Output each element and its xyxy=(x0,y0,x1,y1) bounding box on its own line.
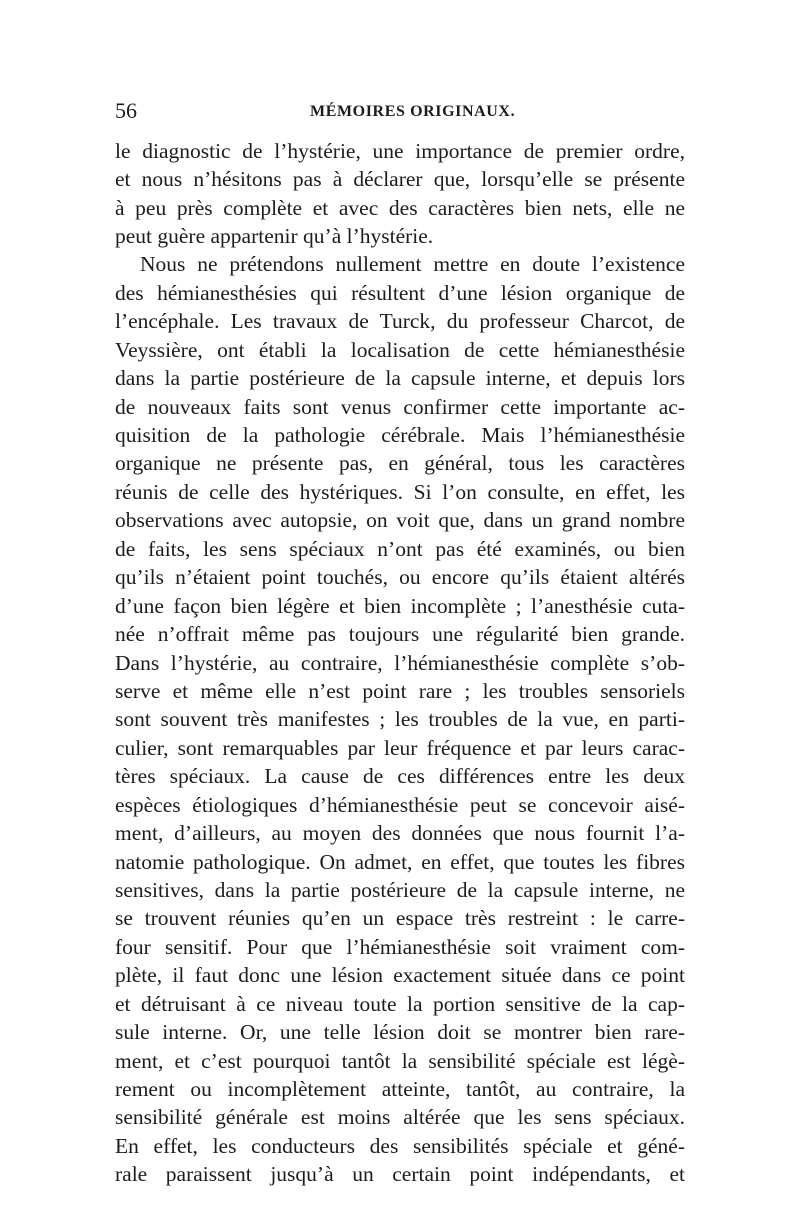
text-line: dans la partie postérieure de la capsule interne, et depuis lors xyxy=(115,366,685,390)
text-line: l’encéphale. Les travaux de Turck, du professeur Charcot, de xyxy=(115,309,685,333)
text-line: née n’offrait même pas toujours une régularité bien grande. xyxy=(115,622,685,646)
text-line: organique ne présente pas, en général, tous les caractères xyxy=(115,451,685,475)
text-line: ment, d’ailleurs, au moyen des données que nous fournit l’a- xyxy=(115,821,685,845)
text-line: d’une façon bien légère et bien incomplète ; l’anesthésie cuta- xyxy=(115,594,685,618)
page-number: 56 xyxy=(115,98,137,123)
text-line: espèces étiologiques d’hémianesthésie peut se concevoir aisé- xyxy=(115,793,685,817)
text-line: peut guère appartenir qu’à l’hystérie. xyxy=(115,224,434,248)
text-line: observations avec autopsie, on voit que, dans un grand nombre xyxy=(115,508,685,532)
text-line: tères spéciaux. La cause de ces différences entre les deux xyxy=(115,764,685,788)
text-line: Veyssière, ont établi la localisation de cette hémianesthésie xyxy=(115,338,685,362)
text-line: réunis de celle des hystériques. Si l’on consulte, en effet, les xyxy=(115,480,685,504)
text-line: sont souvent très manifestes ; les troubles de la vue, en parti- xyxy=(115,707,685,731)
text-line: culier, sont remarquables par leur fréquence et par leurs carac- xyxy=(115,736,685,760)
text-line: des hémianesthésies qui résultent d’une lésion organique de xyxy=(115,281,685,305)
text-line: se trouvent réunies qu’en un espace très restreint : le carre- xyxy=(115,906,685,930)
running-title: MÉMOIRES ORIGINAUX. xyxy=(310,103,516,120)
paragraph-first-line: Nous ne prétendons nullement mettre en doute l’existence xyxy=(140,252,685,276)
text-line: de faits, les sens spéciaux n’ont pas été examinés, ou bien xyxy=(115,537,685,561)
text-line: et nous n’hésitons pas à déclarer que, lorsqu’elle se présente xyxy=(115,167,685,191)
text-line: sensibilité générale est moins altérée que les sens spéciaux. xyxy=(115,1105,685,1129)
text-line: ment, et c’est pourquoi tantôt la sensibilité spéciale est légè- xyxy=(115,1049,685,1073)
text-line: quisition de la pathologie cérébrale. Mais l’hémianesthésie xyxy=(115,423,685,447)
text-line: four sensitif. Pour que l’hémianesthésie soit vraiment com- xyxy=(115,935,685,959)
text-line: le diagnostic de l’hystérie, une importance de premier ordre, xyxy=(115,139,685,163)
text-line: à peu près complète et avec des caractères bien nets, elle ne xyxy=(115,196,685,220)
text-line: sensitives, dans la partie postérieure de la capsule interne, ne xyxy=(115,878,685,902)
text-line: natomie pathologique. On admet, en effet, que toutes les fibres xyxy=(115,850,685,874)
text-line: et détruisant à ce niveau toute la portion sensitive de la cap- xyxy=(115,992,685,1016)
text-line: rale paraissent jusqu’à un certain point indépendants, et xyxy=(115,1162,685,1186)
text-line: serve et même elle n’est point rare ; les troubles sensoriels xyxy=(115,679,685,703)
text-line: sule interne. Or, une telle lésion doit se montrer bien rare- xyxy=(115,1020,685,1044)
text-line: plète, il faut donc une lésion exactement située dans ce point xyxy=(115,963,685,987)
text-line: rement ou incomplètement atteinte, tantôt, au contraire, la xyxy=(115,1077,685,1101)
text-line: de nouveaux faits sont venus confirmer cette importante ac- xyxy=(115,395,685,419)
text-line: Dans l’hystérie, au contraire, l’hémianesthésie complète s’ob- xyxy=(115,651,685,675)
text-line: En effet, les conducteurs des sensibilités spéciale et géné- xyxy=(115,1134,685,1158)
text-line: qu’ils n’étaient point touchés, ou encore qu’ils étaient altérés xyxy=(115,565,685,589)
